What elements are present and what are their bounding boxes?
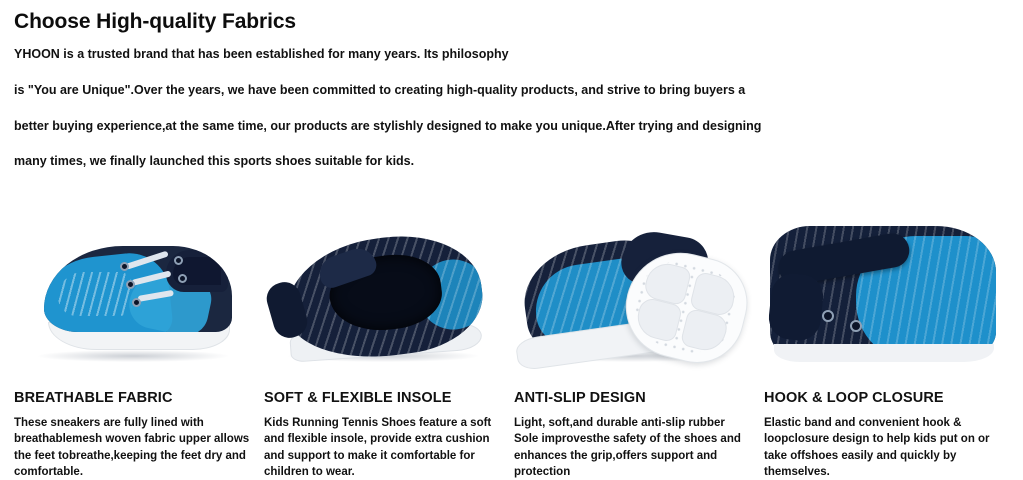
feature-description: Light, soft,and durable anti-slip rubber Sole improvesthe safety of the shoes and enhances the grip,offers support and protection	[514, 417, 741, 478]
feature-card	[264, 208, 502, 480]
product-feature-page	[0, 10, 1023, 480]
shoe-eyelet	[850, 320, 862, 332]
shoe-upper	[280, 226, 489, 367]
feature-card	[14, 208, 252, 480]
sneaker-outsole-grip-image	[514, 208, 752, 376]
shoe-illustration	[514, 208, 752, 376]
feature-description: Elastic band and convenient hook & loopclosure design to help kids put on or take offshoes easily and quickly by themselves.	[764, 417, 990, 478]
sneaker-side-view-image	[14, 208, 252, 376]
intro-line-2: is "You are Unique".Over the years, we have been committed to creating high-quality products, and strive to bring buyers a	[14, 82, 746, 97]
feature-title: BREATHABLE FABRIC	[14, 390, 173, 406]
feature-card	[514, 208, 752, 480]
shoe-eyelet	[178, 274, 187, 283]
sneaker-insole-top-view-image	[264, 208, 502, 376]
shoe-shadow	[38, 350, 228, 362]
page-title: Choose High-quality Fabrics	[14, 10, 296, 33]
shoe-sole	[774, 344, 994, 362]
shoe-illustration	[14, 208, 252, 376]
intro-line-3: better buying experience,at the same time, our products are stylishly designed to make you unique.After trying and designing	[14, 118, 762, 133]
shoe-illustration	[764, 208, 1002, 376]
shoe-eyelet	[126, 280, 135, 289]
feature-title: HOOK & LOOP CLOSURE	[764, 390, 944, 406]
feature-title: ANTI-SLIP DESIGN	[514, 390, 646, 406]
shoe-eyelet	[174, 256, 183, 265]
intro-line-1: YHOON is a trusted brand that has been established for many years. Its philosophy	[14, 47, 509, 61]
feature-title: SOFT & FLEXIBLE INSOLE	[264, 390, 452, 406]
feature-description: Kids Running Tennis Shoes feature a soft and flexible insole, provide extra cushion and support to make it comfortable for children to wear.	[264, 417, 492, 478]
sneaker-hook-loop-strap-image	[764, 208, 1002, 376]
shoe-eyelet	[120, 262, 129, 271]
shoe-mesh-texture	[58, 272, 132, 316]
shoe-eyelet	[822, 310, 834, 322]
feature-description: These sneakers are fully lined with breathablemesh woven fabric upper allows the feet tobreathe,keeping the feet dry and comfortable.	[14, 417, 250, 478]
feature-cards	[14, 208, 1009, 480]
shoe-eyelet	[132, 298, 141, 307]
shoe-illustration	[264, 208, 502, 376]
intro-paragraphs	[14, 48, 1009, 169]
feature-card	[764, 208, 1002, 480]
intro-line-4: many times, we finally launched this sports shoes suitable for kids.	[14, 154, 415, 169]
